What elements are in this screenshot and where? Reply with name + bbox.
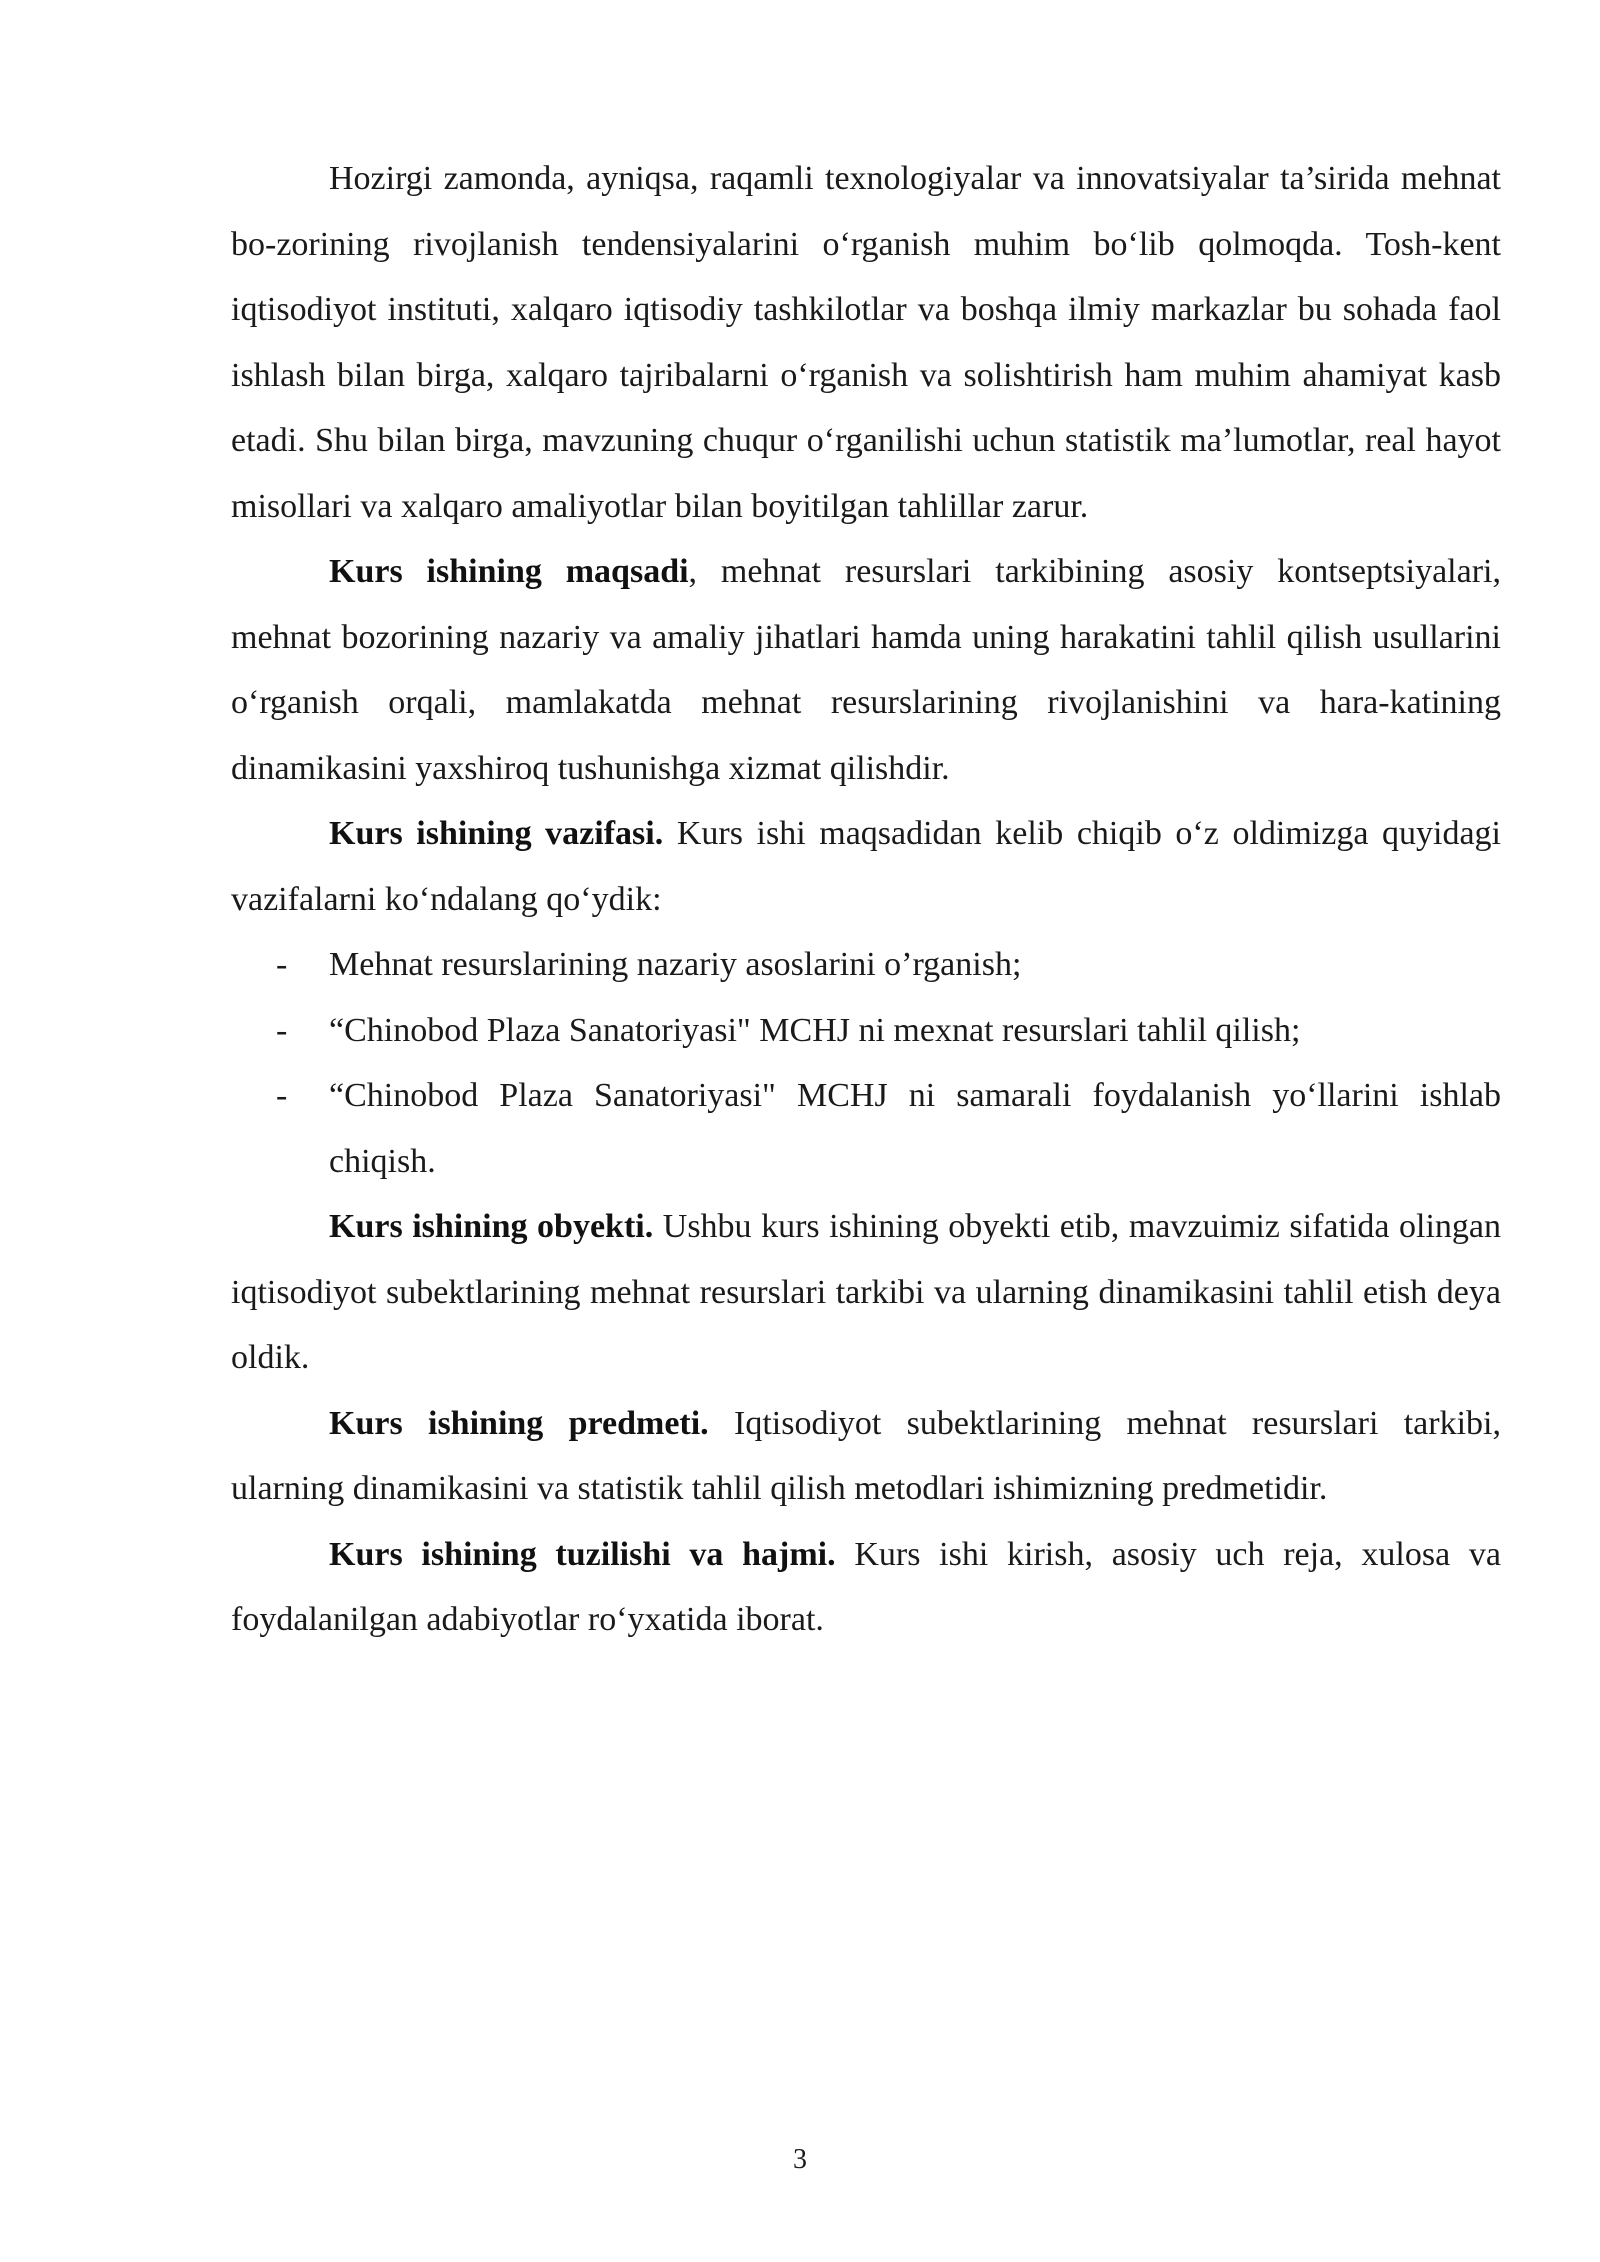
page-number: 3 — [793, 2144, 807, 2175]
intro-paragraph: Hozirgi zamonda, ayniqsa, raqamli texnologiyalar va innovatsiyalar ta’sirida mehnat bo-zorining rivojlanish tendensiyalarini o‘rganish muhim bo‘lib qolmoqda. Tosh-kent iqtisodiyot instituti, xalqaro iqtisodiy tashkilotlar va boshqa ilmiy markazlar bu sohada faol ishlash bilan birga, xalqaro tajribalarni o‘rganish va solishtirish ham muhim ahamiyat kasb etadi. Shu bilan birga, mavzuning chuqur o‘rganilishi uchun statistik ma’lumotlar, real hayot misollari va xalqaro amaliyotlar bilan boyitilgan tahlillar zarur. — [231, 160, 1501, 525]
list-marker: - — [276, 946, 288, 983]
structure-label: Kurs ishining tuzilishi va hajmi. — [329, 1535, 836, 1573]
list-item-text: “Chinobod Plaza Sanatoriyasi" MCHJ ni mexnat resurslari tahlil qilish; — [329, 1011, 1301, 1049]
goal-paragraph — [231, 539, 1501, 801]
tasks-paragraph — [231, 801, 1501, 932]
object-paragraph — [231, 1194, 1501, 1391]
list-item-text: Mehnat resurslarining nazariy asoslarini o’rganish; — [329, 946, 1022, 983]
subject-label: Kurs ishining predmeti. — [329, 1404, 709, 1442]
goal-text: , mehnat resurslari tarkibining asosiy kontseptsiyalari, mehnat bozorining nazariy va amaliy jihatlari hamda uning harakatini tahlil qilish usullarini o‘rganish orqali, mamlakatda mehnat resurslarining rivojlanishini va hara-katining dinamikasini yaxshiroq tushunishga xizmat qilishdir. — [231, 553, 1501, 787]
structure-paragraph — [231, 1522, 1501, 1653]
list-item — [231, 998, 1501, 1064]
subject-paragraph — [231, 1391, 1501, 1522]
tasks-label: Kurs ishining vazifasi. — [329, 815, 664, 852]
goal-label: Kurs ishining maqsadi — [329, 553, 689, 590]
list-marker: - — [276, 1011, 288, 1049]
task-list — [231, 932, 1501, 1194]
structure-text: Kurs ishi kirish, asosiy uch reja, xulosa va foydalanilgan adabiyotlar ro‘yxatida iborat. — [231, 1535, 1501, 1638]
page-body — [231, 146, 1501, 1653]
subject-text: Iqtisodiyot subektlarining mehnat resurslari tarkibi, ularning dinamikasini va statistik tahlil qilish metodlari ishimizning predmetidir. — [231, 1404, 1501, 1507]
list-item — [231, 932, 1501, 998]
list-item-text: “Chinobod Plaza Sanatoriyasi" MCHJ ni samarali foydalanish yo‘llarini ishlab chiqish. — [329, 1077, 1501, 1180]
object-text: Ushbu kurs ishining obyekti etib, mavzuimiz sifatida olingan iqtisodiyot subektlarining mehnat resurslari tarkibi va ularning dinamikasini tahlil etish deya oldik. — [231, 1208, 1502, 1376]
tasks-text: Kurs ishi maqsadidan kelib chiqib o‘z oldimizga quyidagi vazifalarni ko‘ndalang qo‘ydik: — [231, 815, 1501, 918]
list-item — [231, 1063, 1501, 1194]
object-label: Kurs ishining obyekti. — [329, 1208, 654, 1245]
list-marker: - — [276, 1077, 288, 1114]
